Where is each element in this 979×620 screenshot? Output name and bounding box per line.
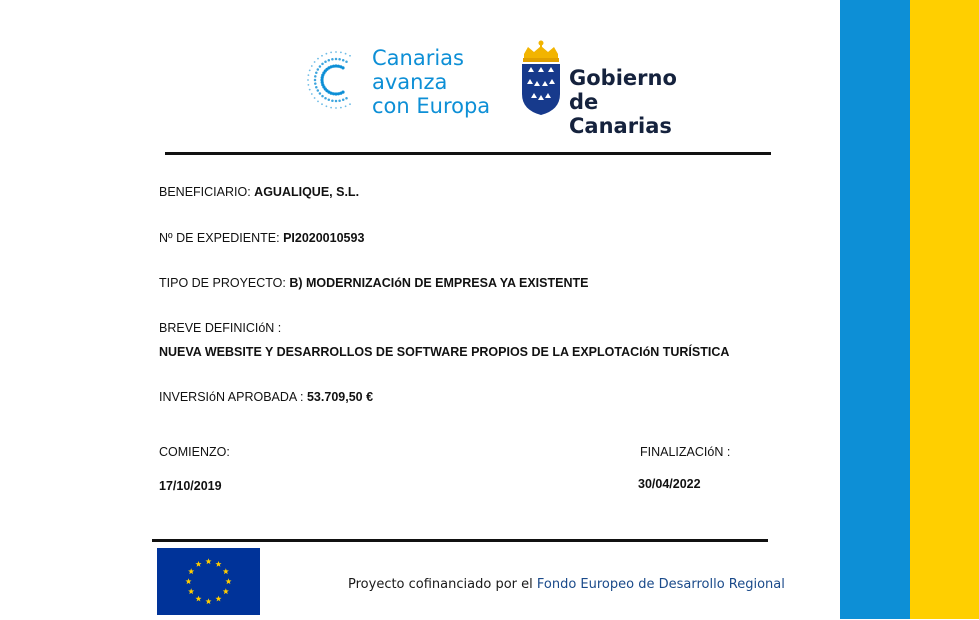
top-divider xyxy=(165,152,771,155)
eu-stars-icon xyxy=(157,548,260,615)
eu-star xyxy=(188,568,194,574)
inversion-row xyxy=(159,390,373,404)
coat-of-arms-icon xyxy=(518,38,564,118)
field-value: 53.709,50 € xyxy=(306,390,374,404)
definicion-value xyxy=(159,345,729,359)
field-label: TIPO DE PROYECTO: xyxy=(159,276,286,290)
eu-star xyxy=(223,588,229,594)
logo-text-line: Canarias xyxy=(372,46,464,70)
logo-text-line: Gobierno xyxy=(569,66,677,90)
eu-star xyxy=(225,578,231,584)
eu-star xyxy=(185,578,191,584)
canarias-avanza-logo xyxy=(300,42,500,122)
footer-fund: Fondo Europeo de Desarrollo Regional xyxy=(536,577,785,592)
field-value: NUEVA WEBSITE Y DESARROLLOS DE SOFTWARE PROPIOS DE LA EXPLOTACIóN TURÍSTICA xyxy=(159,345,730,359)
cofinanciado-text xyxy=(348,577,785,592)
definicion-label: BREVE DEFINICIóN : xyxy=(159,321,282,335)
expediente-row xyxy=(159,231,364,245)
eu-star xyxy=(205,598,211,604)
field-label: BENEFICIARIO: xyxy=(159,185,251,199)
field-label: Nº DE EXPEDIENTE: xyxy=(159,231,280,245)
flag-stripe-yellow xyxy=(910,0,979,619)
tipo-proyecto-row xyxy=(159,276,588,290)
field-value: PI2020010593 xyxy=(283,231,365,245)
eu-star xyxy=(195,596,201,602)
eu-star xyxy=(223,568,229,574)
field-value: AGUALIQUE, S.L. xyxy=(254,185,360,199)
logo-text-line: avanza xyxy=(372,70,448,94)
footer-prefix: Proyecto cofinanciado por el xyxy=(348,577,537,592)
field-label: INVERSIóN APROBADA : xyxy=(159,390,304,404)
gobierno-canarias-logo xyxy=(518,38,708,138)
field-value: 30/04/2022 xyxy=(638,477,701,491)
flag-stripe-blue xyxy=(840,0,910,619)
sunburst-icon xyxy=(300,42,370,122)
field-value: B) MODERNIZACIóN DE EMPRESA YA EXISTENTE xyxy=(289,276,589,290)
eu-star xyxy=(215,561,221,567)
logo-text-line: de Canarias xyxy=(569,90,672,138)
eu-flag xyxy=(157,548,260,615)
comienzo-value xyxy=(159,479,222,493)
eu-star xyxy=(215,596,221,602)
logo-text-line: con Europa xyxy=(372,94,491,118)
comienzo-label: COMIENZO: xyxy=(159,445,230,459)
eu-star xyxy=(195,561,201,567)
field-value: 17/10/2019 xyxy=(159,479,222,493)
finalizacion-label: FINALIZACIóN : xyxy=(640,445,731,459)
eu-star xyxy=(188,588,194,594)
beneficiario-row xyxy=(159,185,359,199)
eu-star xyxy=(205,558,211,564)
finalizacion-value xyxy=(638,477,701,491)
bottom-divider xyxy=(152,539,768,542)
